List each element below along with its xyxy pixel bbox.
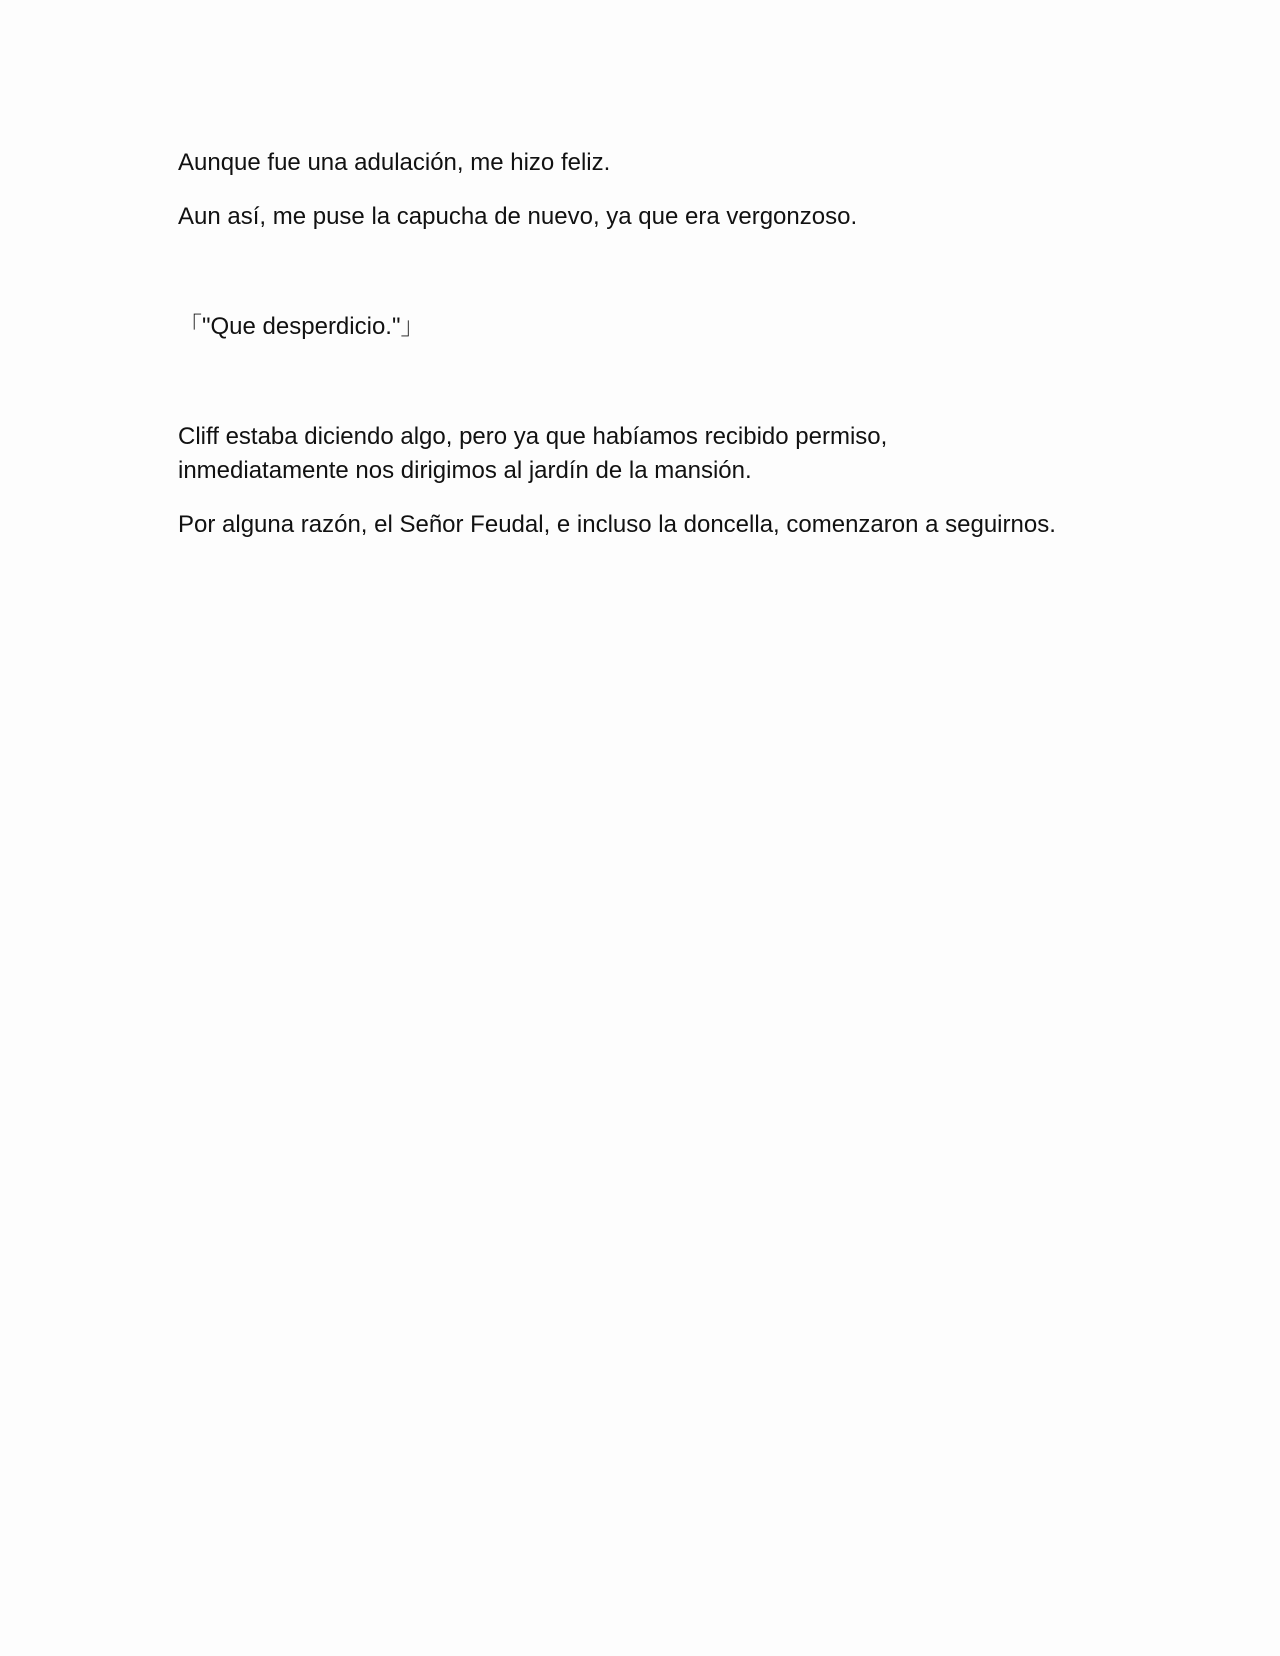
paragraph-hood bbox=[178, 200, 1218, 234]
paragraph-line: inmediatamente nos dirigimos al jardín de la mansión. bbox=[178, 457, 752, 484]
paragraph-line: Aun así, me puse la capucha de nuevo, ya que era vergonzoso. bbox=[178, 203, 858, 230]
paragraph-line: Cliff estaba diciendo algo, pero ya que habíamos recibido permiso, bbox=[178, 423, 888, 450]
paragraph-cliff bbox=[178, 420, 1218, 488]
paragraph-follow bbox=[178, 508, 1218, 542]
paragraph-adulation bbox=[178, 146, 1218, 180]
dialogue-text: 「"Que desperdicio."」 bbox=[178, 313, 425, 340]
dialogue-line bbox=[178, 310, 1218, 344]
paragraph-line: Por alguna razón, el Señor Feudal, e incluso la doncella, comenzaron a seguirnos. bbox=[178, 511, 1056, 538]
paragraph-line: Aunque fue una adulación, me hizo feliz. bbox=[178, 149, 611, 176]
